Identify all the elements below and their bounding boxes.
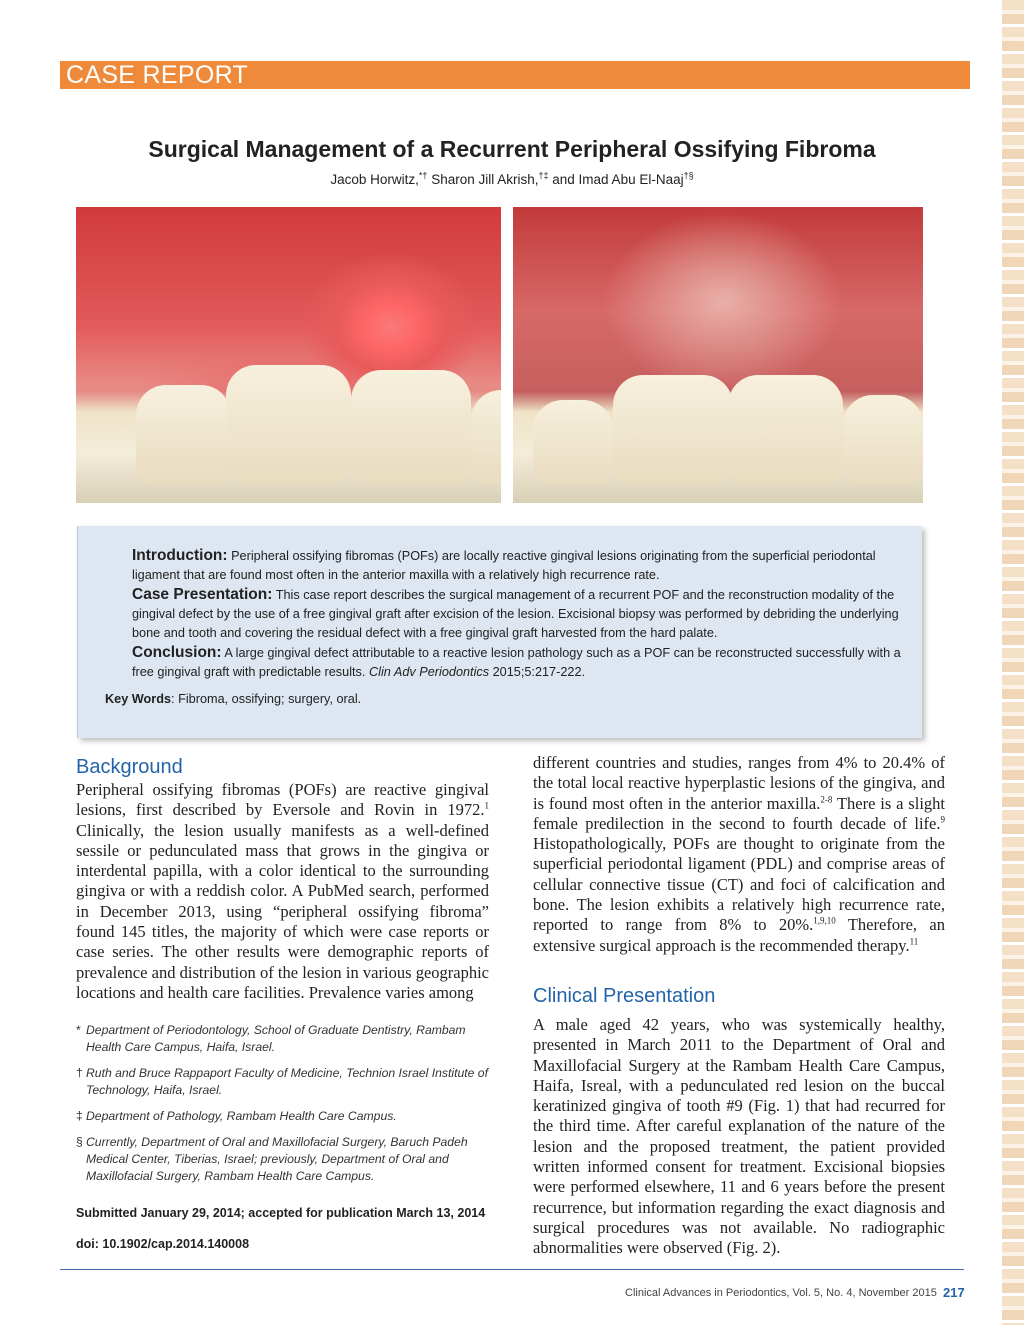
citation-details: 2015;5:217-222. xyxy=(489,665,586,679)
section-heading-clinical-presentation: Clinical Presentation xyxy=(533,985,716,1007)
author-affiliation-marks: †§ xyxy=(683,170,694,181)
page-edge-tabs xyxy=(1002,0,1024,1325)
article-title: Surgical Management of a Recurrent Peripheral Ossifying Fibroma xyxy=(148,136,876,162)
background-text: Peripheral ossifying fibromas (POFs) are reactive gingival lesions, first described by Eversole and Rovin in 1972.$^1$ Clinically, the lesion usually manifests as a well-defined sessile or pedunculated mass that grows in the gingiva or interdental papilla, with a color identical to the surrounding gingiva or with a reddish color. A PubMed search, performed in December 2013, using “peripheral ossifying fibroma” found 145 titles, the majority of which were case reports or case series. The other results were demographic reports of prevalence and distribution of the lesion in various geographic locations and health care facilities. Prevalence varies among xyxy=(76,780,489,1002)
page-number: 217 xyxy=(943,1285,965,1300)
tooth-shape xyxy=(533,400,613,485)
abstract-case-presentation: Case Presentation: This case report describes the surgical management of a recurrent POF and the reconstruction modality of the gingival defect by the use of a free gingival graft after excision of the lesion. Excisional biopsy was performed by debriding the underlying bone and tooth and covering the residual defect with a free gingival graft harvested from the hard palate. xyxy=(132,586,899,640)
tooth-shape xyxy=(226,365,351,485)
section-banner: CASE REPORT xyxy=(60,61,970,89)
clinical-photo-lesion xyxy=(76,207,501,503)
footnote: ‡ Department of Pathology, Rambam Health Care Campus. xyxy=(76,1109,397,1123)
footnote: § Currently, Department of Oral and Maxillofacial Surgery, Baruch Padeh Medical Center, Tiberias, Israel; previously, Department of Oral and Maxillofacial Surgery, Rambam Health Care Campus. xyxy=(76,1135,468,1183)
doi: doi: 10.1902/cap.2014.140008 xyxy=(76,1237,250,1251)
tooth-shape xyxy=(351,370,471,485)
section-heading-background: Background xyxy=(76,756,183,778)
tooth-shape xyxy=(471,390,501,485)
key-words: Key Words: Fibroma, ossifying; surgery, oral. xyxy=(105,692,362,706)
citation-journal: Clin Adv Periodontics xyxy=(368,665,490,679)
tooth-shape xyxy=(613,375,733,485)
tooth-shape xyxy=(843,395,923,485)
author-name: Sharon Jill Akrish, xyxy=(431,172,539,187)
author-list xyxy=(0,172,1024,187)
author-affiliation-marks: *† xyxy=(418,170,428,181)
footnote: † Ruth and Bruce Rappaport Faculty of Medicine, Technion Israel Institute of Technology, Haifa, Israel. xyxy=(76,1066,488,1097)
tooth-shape xyxy=(728,375,843,485)
right-column-text: different countries and studies, ranges from 4% to 20.4% of the total local reactive hyperplastic lesions of the gingiva, and is found most often in the anterior maxilla.$^{2-8}$ There is a slight female predilection in the second to fourth decade of life.$^9$ Histopathologically, POFs are thought to originate from the superficial periodontal ligament (PDL) and comprise areas of cellular connective tissue (CT) and foci of calcification and bone. The lesion exhibits a relatively high recurrence rate, reported to range from 8% to 20%.$^{1,9,10}$ Therefore, an extensive surgical approach is the recommended therapy.$^{11}$ xyxy=(533,753,946,955)
abstract-conclusion: Conclusion: A large gingival defect attributable to a reactive lesion pathology such as a POF can be reconstructed successfully with a free gingival graft with predictable results. Clin Adv Periodontics 2015;5:217-222. xyxy=(132,644,901,679)
author-name: Jacob Horwitz, xyxy=(330,172,419,187)
clinical-photo-postop xyxy=(513,207,923,503)
footnote: * Department of Periodontology, School of Graduate Dentistry, Rambam Health Care Campus, Haifa, Israel. xyxy=(76,1023,466,1054)
abstract-box xyxy=(77,526,922,738)
author-name: and Imad Abu El-Naaj xyxy=(552,172,684,187)
author-affiliation-marks: †‡ xyxy=(538,170,549,181)
footer-rule xyxy=(60,1269,964,1270)
tooth-shape xyxy=(136,385,231,485)
journal-footer: Clinical Advances in Periodontics, Vol. 5, No. 4, November 2015 xyxy=(625,1287,937,1299)
submission-dates: Submitted January 29, 2014; accepted for publication March 13, 2014 xyxy=(76,1206,486,1220)
abstract-introduction: Introduction: Peripheral ossifying fibromas (POFs) are locally reactive gingival lesions originating from the superficial periodontal ligament that are found most often in the anterior maxilla with a relatively high recurrence rate. xyxy=(132,547,876,582)
clinical-presentation-text: A male aged 42 years, who was systemically healthy, presented in March 2011 to the Department of Oral and Maxillofacial Surgery at the Rambam Health Care Campus, Haifa, Isreal, with a pedunculated red lesion on the buccal keratinized gingiva of tooth #9 (Fig. 1) that had recurred for the third time. After careful explanation of the nature of the lesion and the proposed treatment, the patient provided written informed consent for treatment. Excisional biopsies were performed elsewhere, 11 and 6 years before the present recurrence, but information regarding the exact diagnosis and surgical procedures was not available. No radiographic abnormalities were observed (Fig. 2). xyxy=(533,1015,945,1258)
